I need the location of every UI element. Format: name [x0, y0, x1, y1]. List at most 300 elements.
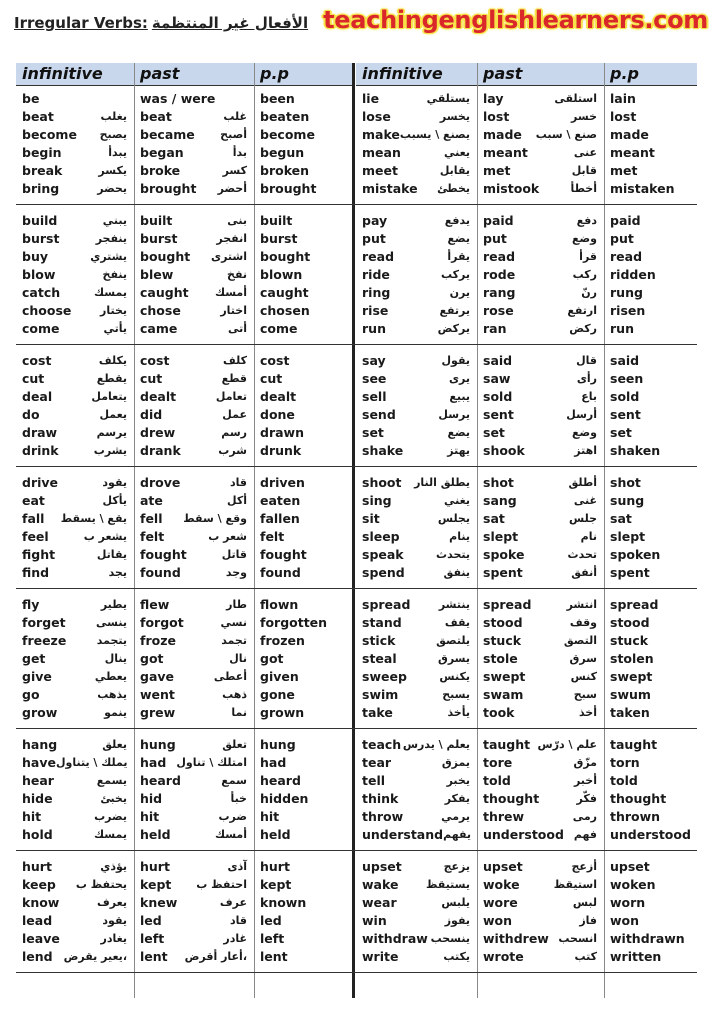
- past-cell-english: flew: [140, 596, 170, 612]
- pp-cell: [254, 211, 352, 229]
- infinitive-cell-english: cost: [22, 352, 52, 368]
- infinitive-cell: [356, 369, 477, 387]
- infinitive-cell: [356, 473, 477, 491]
- infinitive-cell-arabic: يعلق: [102, 737, 127, 751]
- past-cell: [134, 789, 254, 807]
- past-cell: [477, 595, 604, 613]
- pp-cell-english: run: [610, 320, 634, 336]
- infinitive-cell-english: hear: [22, 772, 54, 788]
- infinitive-cell-english: do: [22, 406, 40, 422]
- infinitive-cell: [16, 911, 134, 929]
- title-arabic: الأفعال غير المنتظمة: [151, 14, 309, 32]
- infinitive-cell: [16, 825, 134, 843]
- past-cell: [134, 595, 254, 613]
- past-cell-arabic: مزّق: [573, 755, 597, 769]
- pp-cell: [254, 753, 352, 771]
- past-cell-arabic: انسحب: [558, 931, 597, 945]
- past-cell: [477, 703, 604, 721]
- infinitive-cell: [356, 825, 477, 843]
- pp-cell: [604, 789, 697, 807]
- pp-cell-english: ridden: [610, 266, 656, 282]
- past-cell-arabic: سبح: [573, 687, 597, 701]
- past-cell-english: broke: [140, 162, 181, 178]
- pp-cell-english: spent: [610, 564, 650, 580]
- infinitive-cell: [16, 211, 134, 229]
- table-row: [16, 423, 697, 441]
- site-watermark: teachingenglishlearners.com: [323, 6, 708, 34]
- infinitive-cell: [356, 283, 477, 301]
- pp-cell: [604, 893, 697, 911]
- past-cell-arabic: استلقى: [554, 91, 597, 105]
- pp-cell-english: sat: [610, 510, 632, 526]
- past-cell: [477, 857, 604, 875]
- infinitive-cell-arabic: يتحدث: [436, 547, 470, 561]
- past-cell: [477, 789, 604, 807]
- past-cell-arabic: انتشر: [566, 597, 597, 611]
- past-cell-english: shook: [483, 442, 525, 458]
- infinitive-cell: [356, 631, 477, 649]
- infinitive-cell-english: hold: [22, 826, 53, 842]
- past-cell-english: sold: [483, 388, 513, 404]
- infinitive-cell-english: write: [362, 948, 399, 964]
- infinitive-cell: [356, 247, 477, 265]
- past-cell: [134, 211, 254, 229]
- infinitive-cell-english: drive: [22, 474, 59, 490]
- pp-cell-english: kept: [260, 876, 292, 892]
- past-cell-english: ate: [140, 492, 163, 508]
- past-cell-arabic: صنع \ سبب: [535, 127, 597, 141]
- infinitive-cell: [16, 527, 134, 545]
- infinitive-cell-english: begin: [22, 144, 62, 160]
- past-cell: [477, 247, 604, 265]
- past-cell-arabic: قرأ: [579, 249, 597, 263]
- infinitive-cell-english: burst: [22, 230, 60, 246]
- infinitive-cell-arabic: يقابل: [439, 163, 470, 177]
- pp-cell: [254, 509, 352, 527]
- past-cell-english: spoke: [483, 546, 525, 562]
- table-row: [16, 283, 697, 301]
- past-cell-arabic: لبس: [572, 895, 597, 909]
- pp-cell: [604, 807, 697, 825]
- infinitive-cell-english: tear: [362, 754, 392, 770]
- pp-cell-english: made: [610, 126, 649, 142]
- pp-cell-english: become: [260, 126, 315, 142]
- pp-cell: [604, 369, 697, 387]
- past-cell-english: froze: [140, 632, 176, 648]
- infinitive-cell-arabic: ينال: [104, 651, 127, 665]
- past-cell: [477, 283, 604, 301]
- table-row: [16, 265, 697, 283]
- past-cell-arabic: علم \ درّس: [537, 737, 597, 751]
- pp-cell: [604, 825, 697, 843]
- table-row: [16, 473, 697, 491]
- infinitive-cell-arabic: يتجمد: [96, 633, 127, 647]
- pp-cell-english: gone: [260, 686, 295, 702]
- infinitive-cell-arabic: ينسحب: [430, 931, 470, 945]
- pp-cell: [604, 405, 697, 423]
- pp-cell: [604, 283, 697, 301]
- past-cell-english: lent: [140, 948, 168, 964]
- past-cell: [477, 807, 604, 825]
- table-row: [16, 685, 697, 703]
- past-cell-english: made: [483, 126, 522, 142]
- infinitive-cell: [356, 351, 477, 369]
- pp-cell-english: drunk: [260, 442, 302, 458]
- pp-cell: [604, 491, 697, 509]
- past-cell-english: took: [483, 704, 515, 720]
- past-cell: [477, 735, 604, 753]
- pp-cell-english: set: [610, 424, 632, 440]
- past-cell: [134, 807, 254, 825]
- table-row: [16, 301, 697, 319]
- infinitive-cell-arabic: يأتي: [103, 321, 127, 335]
- table-header: [16, 63, 697, 86]
- infinitive-cell-english: forget: [22, 614, 66, 630]
- infinitive-cell-arabic: يفكر: [444, 791, 470, 805]
- pp-cell: [254, 143, 352, 161]
- past-cell: [477, 387, 604, 405]
- pp-cell: [604, 545, 697, 563]
- past-cell-arabic: فهم: [573, 827, 597, 841]
- infinitive-cell-english: come: [22, 320, 60, 336]
- infinitive-cell: [356, 595, 477, 613]
- past-cell: [477, 161, 604, 179]
- past-cell-english: sent: [483, 406, 514, 422]
- past-cell: [134, 667, 254, 685]
- infinitive-cell-arabic: يهتز: [447, 443, 470, 457]
- pp-cell-english: shot: [610, 474, 641, 490]
- past-cell-english: got: [140, 650, 164, 666]
- past-cell: [477, 301, 604, 319]
- pp-cell-english: spoken: [610, 546, 661, 562]
- past-cell-arabic: نام: [580, 529, 597, 543]
- pp-cell: [604, 613, 697, 631]
- infinitive-cell: [356, 545, 477, 563]
- past-cell: [134, 685, 254, 703]
- past-cell-english: drew: [140, 424, 176, 440]
- infinitive-cell-arabic: يعطي: [94, 669, 127, 683]
- past-cell-arabic: أتى: [227, 321, 247, 335]
- past-cell: [134, 89, 254, 107]
- infinitive-cell-english: win: [362, 912, 387, 928]
- infinitive-cell-english: lie: [362, 90, 380, 106]
- pp-cell-english: got: [260, 650, 284, 666]
- infinitive-cell: [16, 441, 134, 459]
- infinitive-cell-arabic: يسبح: [442, 687, 470, 701]
- past-cell: [477, 369, 604, 387]
- infinitive-cell-english: understand: [362, 826, 444, 842]
- infinitive-cell: [16, 893, 134, 911]
- pp-cell-english: thrown: [610, 808, 661, 824]
- past-cell-arabic: نما: [231, 705, 247, 719]
- infinitive-cell-arabic: يخبئ: [100, 791, 127, 805]
- past-cell: [134, 143, 254, 161]
- infinitive-cell-english: grow: [22, 704, 58, 720]
- infinitive-cell: [16, 473, 134, 491]
- infinitive-cell-english: read: [362, 248, 395, 264]
- pp-cell: [604, 595, 697, 613]
- pp-cell: [254, 369, 352, 387]
- past-cell-arabic: فاز: [579, 913, 597, 927]
- infinitive-cell-english: sit: [362, 510, 380, 526]
- pp-cell-english: won: [610, 912, 640, 928]
- pp-cell: [604, 179, 697, 197]
- past-cell-english: sat: [483, 510, 505, 526]
- infinitive-cell-arabic: يحضر: [97, 181, 127, 195]
- past-cell-arabic: سرق: [569, 651, 597, 665]
- infinitive-cell-arabic: يغلب: [100, 109, 127, 123]
- past-cell: [134, 247, 254, 265]
- past-cell-arabic: امتلك \ تناول: [176, 755, 247, 769]
- past-cell-english: hurt: [140, 858, 170, 874]
- infinitive-cell-english: catch: [22, 284, 61, 300]
- pp-cell: [604, 875, 697, 893]
- past-cell: [477, 875, 604, 893]
- past-cell-english: taught: [483, 736, 531, 752]
- past-cell-arabic: التصق: [563, 633, 597, 647]
- infinitive-cell-arabic: يؤذي: [100, 859, 127, 873]
- infinitive-cell-arabic: يلبس: [441, 895, 470, 909]
- table-row: [16, 351, 697, 369]
- past-cell-english: mistook: [483, 180, 540, 196]
- infinitive-cell-english: see: [362, 370, 387, 386]
- past-cell-english: spent: [483, 564, 523, 580]
- past-cell: [477, 509, 604, 527]
- infinitive-cell: [16, 595, 134, 613]
- pp-cell-english: left: [260, 930, 285, 946]
- infinitive-cell: [16, 125, 134, 143]
- pp-cell: [604, 735, 697, 753]
- infinitive-cell-arabic: يقود: [102, 913, 127, 927]
- irregular-verbs-table: [16, 63, 697, 998]
- infinitive-cell-english: meet: [362, 162, 398, 178]
- infinitive-cell-arabic: يضع: [447, 425, 470, 439]
- past-cell: [477, 491, 604, 509]
- infinitive-cell-arabic: يرسم: [96, 425, 127, 439]
- pp-cell-english: lent: [260, 948, 288, 964]
- pp-cell-english: stood: [610, 614, 650, 630]
- infinitive-cell-english: cut: [22, 370, 45, 386]
- past-cell-english: found: [140, 564, 181, 580]
- table-row: [16, 405, 697, 423]
- verb-group: [16, 469, 697, 589]
- infinitive-cell-arabic: يضع: [447, 231, 470, 245]
- pp-cell: [254, 179, 352, 197]
- past-cell-english: fell: [140, 510, 163, 526]
- past-cell: [477, 179, 604, 197]
- past-cell-arabic: اهتز: [574, 443, 597, 457]
- pp-cell: [254, 319, 352, 337]
- past-cell-arabic: قاد: [230, 475, 247, 489]
- infinitive-cell-arabic: يبيع: [449, 389, 470, 403]
- infinitive-cell: [16, 179, 134, 197]
- pp-cell-english: paid: [610, 212, 641, 228]
- infinitive-cell-arabic: ينسى: [96, 615, 127, 629]
- infinitive-cell: [356, 491, 477, 509]
- pp-cell-english: beaten: [260, 108, 310, 124]
- infinitive-cell-arabic: يمزق: [441, 755, 470, 769]
- infinitive-cell-english: ride: [362, 266, 390, 282]
- past-cell: [477, 893, 604, 911]
- infinitive-cell-english: swim: [362, 686, 399, 702]
- infinitive-cell-arabic: يأخذ: [447, 705, 470, 719]
- past-cell-english: told: [483, 772, 511, 788]
- past-cell-arabic: أخذ: [578, 705, 597, 719]
- past-cell-arabic: بنى: [227, 213, 247, 227]
- infinitive-cell: [356, 685, 477, 703]
- past-cell-english: had: [140, 754, 167, 770]
- past-cell-english: set: [483, 424, 505, 440]
- past-cell-arabic: وقع \ سقط: [183, 511, 247, 525]
- past-cell-english: gave: [140, 668, 175, 684]
- past-cell-english: hung: [140, 736, 176, 752]
- pp-cell: [604, 211, 697, 229]
- past-cell-english: threw: [483, 808, 525, 824]
- infinitive-cell-arabic: يسمع: [96, 773, 127, 787]
- infinitive-cell-english: think: [362, 790, 399, 806]
- infinitive-cell-english: sleep: [362, 528, 400, 544]
- table-row: [16, 753, 697, 771]
- pp-cell-english: had: [260, 754, 287, 770]
- pp-cell-english: sold: [610, 388, 640, 404]
- table-row: [16, 369, 697, 387]
- past-cell: [134, 161, 254, 179]
- infinitive-cell: [16, 351, 134, 369]
- past-cell-arabic: نسي: [220, 615, 247, 629]
- infinitive-cell: [356, 789, 477, 807]
- pp-cell: [254, 911, 352, 929]
- infinitive-cell-arabic: يرى: [448, 371, 470, 385]
- past-cell-arabic: رأى: [576, 371, 597, 385]
- past-cell-arabic: قطع: [221, 371, 247, 385]
- past-cell-english: understood: [483, 826, 564, 842]
- pp-cell: [254, 491, 352, 509]
- past-cell-arabic: رمى: [572, 809, 597, 823]
- table-row: [16, 929, 697, 947]
- infinitive-cell-english: say: [362, 352, 386, 368]
- column-header-pp: p.p: [260, 64, 289, 83]
- infinitive-cell-english: stand: [362, 614, 402, 630]
- infinitive-cell: [16, 509, 134, 527]
- pp-cell: [254, 125, 352, 143]
- past-cell-arabic: انفجر: [216, 231, 247, 245]
- infinitive-cell-english: lead: [22, 912, 53, 928]
- past-cell-english: slept: [483, 528, 519, 544]
- pp-cell: [254, 161, 352, 179]
- infinitive-cell-arabic: يزعج: [443, 859, 470, 873]
- pp-cell: [254, 807, 352, 825]
- infinitive-cell-english: find: [22, 564, 50, 580]
- past-cell-english: drove: [140, 474, 181, 490]
- pp-cell: [254, 631, 352, 649]
- column-header-pp: p.p: [610, 64, 639, 83]
- pp-cell: [604, 89, 697, 107]
- pp-cell-english: stolen: [610, 650, 654, 666]
- past-cell-english: saw: [483, 370, 511, 386]
- pp-cell-english: cost: [260, 352, 290, 368]
- infinitive-cell-arabic: يغادر: [100, 931, 127, 945]
- past-cell-english: drank: [140, 442, 181, 458]
- past-cell-english: caught: [140, 284, 189, 300]
- pp-cell-english: taken: [610, 704, 650, 720]
- pp-cell: [254, 423, 352, 441]
- past-cell: [134, 947, 254, 965]
- infinitive-cell-english: pay: [362, 212, 388, 228]
- past-cell: [477, 89, 604, 107]
- past-cell-arabic: ضرب: [218, 809, 247, 823]
- infinitive-cell-english: upset: [362, 858, 402, 874]
- past-cell: [477, 545, 604, 563]
- past-cell-arabic: تجمد: [221, 633, 247, 647]
- pp-cell: [254, 947, 352, 965]
- past-cell-arabic: بدأ: [232, 145, 247, 159]
- infinitive-cell: [356, 703, 477, 721]
- pp-cell: [254, 527, 352, 545]
- infinitive-cell: [356, 161, 477, 179]
- past-cell: [134, 369, 254, 387]
- pp-cell-english: hit: [260, 808, 280, 824]
- infinitive-cell: [356, 929, 477, 947]
- pp-cell-english: felt: [260, 528, 285, 544]
- infinitive-cell-english: take: [362, 704, 393, 720]
- pp-cell-english: mistaken: [610, 180, 675, 196]
- past-cell-english: stuck: [483, 632, 522, 648]
- pp-cell: [254, 441, 352, 459]
- pp-cell-english: broken: [260, 162, 310, 178]
- infinitive-cell-english: fly: [22, 596, 40, 612]
- past-cell-english: hit: [140, 808, 160, 824]
- infinitive-cell-arabic: يخطئ: [437, 181, 470, 195]
- infinitive-cell-arabic: يأكل: [102, 493, 127, 507]
- infinitive-cell-english: lend: [22, 948, 53, 964]
- pp-cell: [604, 527, 697, 545]
- infinitive-cell-english: drink: [22, 442, 59, 458]
- table-row: [16, 107, 697, 125]
- past-cell-arabic: عمل: [222, 407, 247, 421]
- pp-cell: [604, 229, 697, 247]
- past-cell: [477, 947, 604, 965]
- infinitive-cell: [356, 947, 477, 965]
- past-cell: [477, 473, 604, 491]
- past-cell-arabic: تعامل: [215, 389, 247, 403]
- past-cell-arabic: نال: [229, 651, 247, 665]
- infinitive-cell-arabic: ينفجر: [95, 231, 127, 245]
- infinitive-cell-english: spend: [362, 564, 405, 580]
- infinitive-cell: [356, 143, 477, 161]
- past-cell-english: rose: [483, 302, 514, 318]
- infinitive-cell: [16, 789, 134, 807]
- past-cell: [134, 911, 254, 929]
- infinitive-cell-arabic: يرن: [449, 285, 470, 299]
- past-cell: [477, 753, 604, 771]
- pp-cell: [254, 929, 352, 947]
- infinitive-cell: [16, 161, 134, 179]
- pp-cell-english: bought: [260, 248, 311, 264]
- infinitive-cell-english: keep: [22, 876, 56, 892]
- past-cell-english: stood: [483, 614, 523, 630]
- pp-cell-english: frozen: [260, 632, 305, 648]
- past-cell-arabic: اختار: [220, 303, 247, 317]
- infinitive-cell-arabic: يحتفظ ب: [75, 877, 127, 891]
- past-cell-arabic: عرف: [219, 895, 247, 909]
- infinitive-cell: [16, 667, 134, 685]
- pp-cell-english: flown: [260, 596, 299, 612]
- past-cell-arabic: تحدث: [567, 547, 597, 561]
- infinitive-cell-english: deal: [22, 388, 53, 404]
- infinitive-cell-arabic: يطلق النار: [414, 475, 470, 489]
- infinitive-cell: [356, 387, 477, 405]
- title-english: Irregular Verbs:: [14, 14, 148, 32]
